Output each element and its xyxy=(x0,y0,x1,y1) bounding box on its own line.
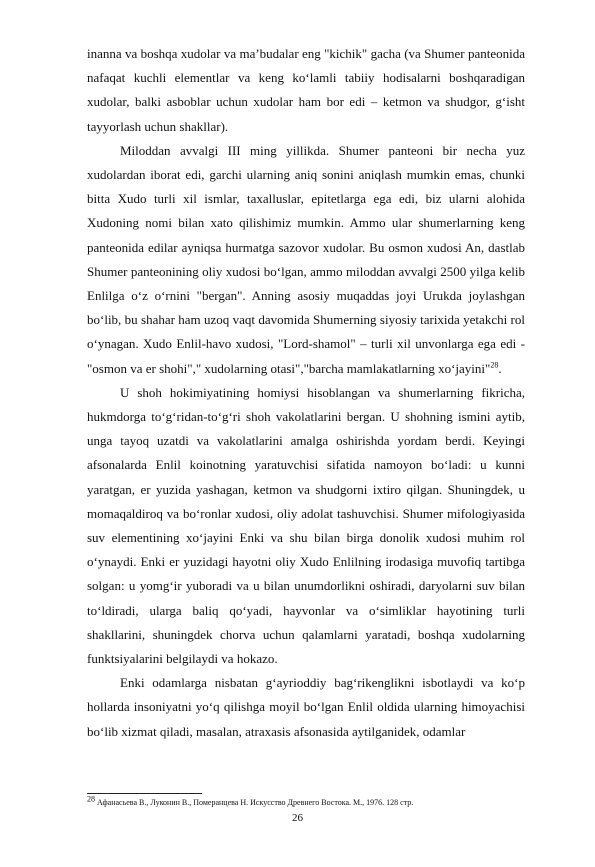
footnote-divider xyxy=(87,793,202,794)
body-text xyxy=(87,42,525,744)
paragraph-2-text: Miloddan avvalgi III ming yillikda. Shumer panteoni bir necha yuz xudolardan iborat edi, garchi ularning aniq sonini aniqlash mumkin emas, chunki bitta Xudo turli xil ismlar, taxalluslar, epitetlarga ega edi, biz ularni alohida Xudoning nomi bilan xato qilishimiz mumkin. Ammo ular shumerlarning keng panteonida edilar ayniqsa hurmatga sazovor xudolar. Bu osmon xudosi An, dastlab Shumer panteonining oliy xudosi bo‘lgan, ammo miloddan avvalgi 2500 yilga kelib Enlilga o‘z o‘rnini "bergan". Anning asosiy muqaddas joyi Urukda joylashgan bo‘lib, bu shahar ham uzoq vaqt davomida Shumerning siyosiy tarixida yetakchi rol o‘ynagan. Xudo Enlil-havo xudosi, "Lord-shamol" – turli xil unvonlarga ega edi - "osmon va er shohi"," xudolarning otasi","barcha mamlakatlarning xo‘jayini" xyxy=(87,142,525,376)
paragraph-4: Enki odamlarga nisbatan g‘ayrioddiy bag‘rikenglikni isbotlaydi va ko‘p hollarda insoniyatni yo‘q qilishga moyil bo‘lgan Enlil oldida ularning himoyachisi bo‘lib xizmat qiladi, masalan, atraxasis afsonasida aytilganidek, odamlar xyxy=(87,675,525,739)
paragraph-2-end: . xyxy=(498,360,502,376)
paragraph-1: inanna va boshqa xudolar va ma’budalar eng "kichik" gacha (va Shumer panteonida nafaqat kuchli elementlar va keng ko‘lamli tabiiy hodisalarni boshqaradigan xudolar, balki asboblar uchun xudolar ham bor edi – ketmon va shudgor, g‘isht tayyorlash uchun shakllar). xyxy=(87,46,525,134)
footnote xyxy=(87,794,525,808)
paragraph-3: U shoh hokimiyatining homiysi hisoblangan va shumerlarning fikricha, hukmdorga to‘g‘ridan-to‘g‘ri shoh vakolatlarini bergan. U shohning ismini aytib, unga tayoq uzatdi va vakolatlarini amalga oshirishda yordam berdi. Keyingi afsonalarda Enlil koinotning yaratuvchisi sifatida namoyon bo‘ladi: u kunni yaratgan, er yuzida yashagan, ketmon va shudgorni ixtiro qilgan. Shuningdek, u momaqaldiroq va bo‘ronlar xudosi, oliy adolat tashuvchisi. Shumer mifologiyasida suv elementining xo‘jayini Enki va shu bilan birga donolik xudosi muhim rol o‘ynaydi. Enki er yuzidagi hayotni oliy Xudo Enlilning irodasiga muvofiq tartibga solgan: u yomg‘ir yuboradi va u bilan unumdorlikni oshiradi, daryolarni suv bilan to‘ldiradi, ularga baliq qo‘yadi, hayvonlar va o‘simliklar hayotining turli shakllarini, shuningdek chorva uchun qalamlarni yaratadi, boshqa xudolarning funktsiyalarini belgilaydi va hokazo. xyxy=(87,384,525,667)
footnote-text: Афанасьева В., Луконин В., Померанцева Н. Искусство Древнего Востока. М., 1976. 128 стр. xyxy=(95,798,414,807)
page-number: 26 xyxy=(292,812,303,824)
paragraph-2 xyxy=(87,139,525,381)
footnote-number: 28 xyxy=(87,794,95,804)
footnote-reference[interactable]: 28 xyxy=(490,360,499,370)
